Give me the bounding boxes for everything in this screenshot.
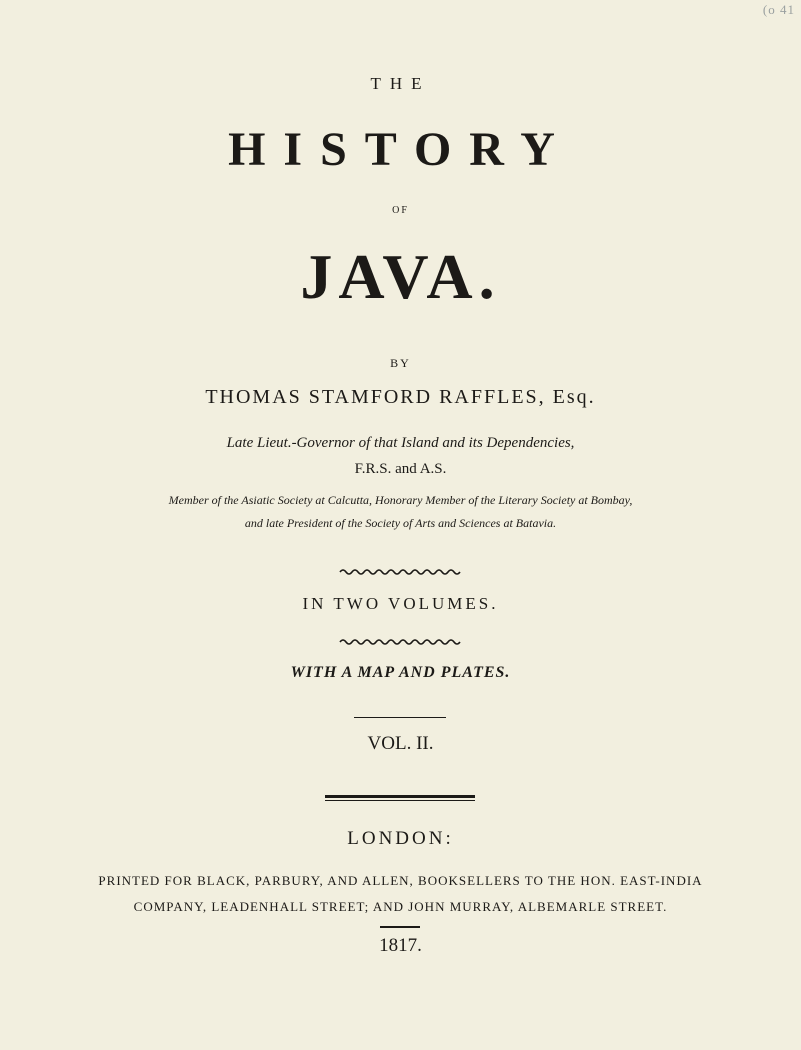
wavy-ornament-1 [338, 568, 464, 576]
imprint-line-2: COMPANY, LEADENHALL STREET; AND JOHN MURRAY, ALBEMARLE STREET. [133, 899, 668, 914]
wavy-ornament-2 [338, 638, 464, 646]
volumes-statement: IN TWO VOLUMES. [302, 594, 499, 613]
rule-above-year [380, 926, 420, 928]
imprint-line-1: PRINTED FOR BLACK, PARBURY, AND ALLEN, BOOKSELLERS TO THE HON. EAST-INDIA [98, 873, 703, 888]
title-java: JAVA. [300, 241, 501, 312]
volume-number: VOL. II. [367, 733, 434, 754]
author-fellowships: F.R.S. and A.S. [354, 461, 447, 477]
corner-mark: (o 41 [762, 2, 795, 17]
title-of: OF [392, 205, 409, 216]
publication-year: 1817. [379, 935, 422, 956]
author-post: Late Lieut.-Governor of that Island and its Dependencies, [226, 435, 575, 451]
plates-statement: WITH A MAP AND PLATES. [290, 664, 511, 681]
by-line: BY [390, 356, 411, 370]
double-rule-thin [325, 800, 475, 801]
rule-above-volume [354, 717, 446, 718]
imprint-place: LONDON: [347, 828, 454, 849]
author-membership-line-2: and late President of the Society of Arts and Sciences at Batavia. [244, 516, 557, 530]
author-membership-line-1: Member of the Asiatic Society at Calcutta, Honorary Member of the Literary Society at Bombay, [168, 493, 633, 507]
double-rule-thick [325, 795, 475, 798]
author-name: THOMAS STAMFORD RAFFLES, Esq. [205, 386, 596, 408]
title-history: HISTORY [228, 123, 573, 176]
title-the: THE [370, 74, 431, 93]
